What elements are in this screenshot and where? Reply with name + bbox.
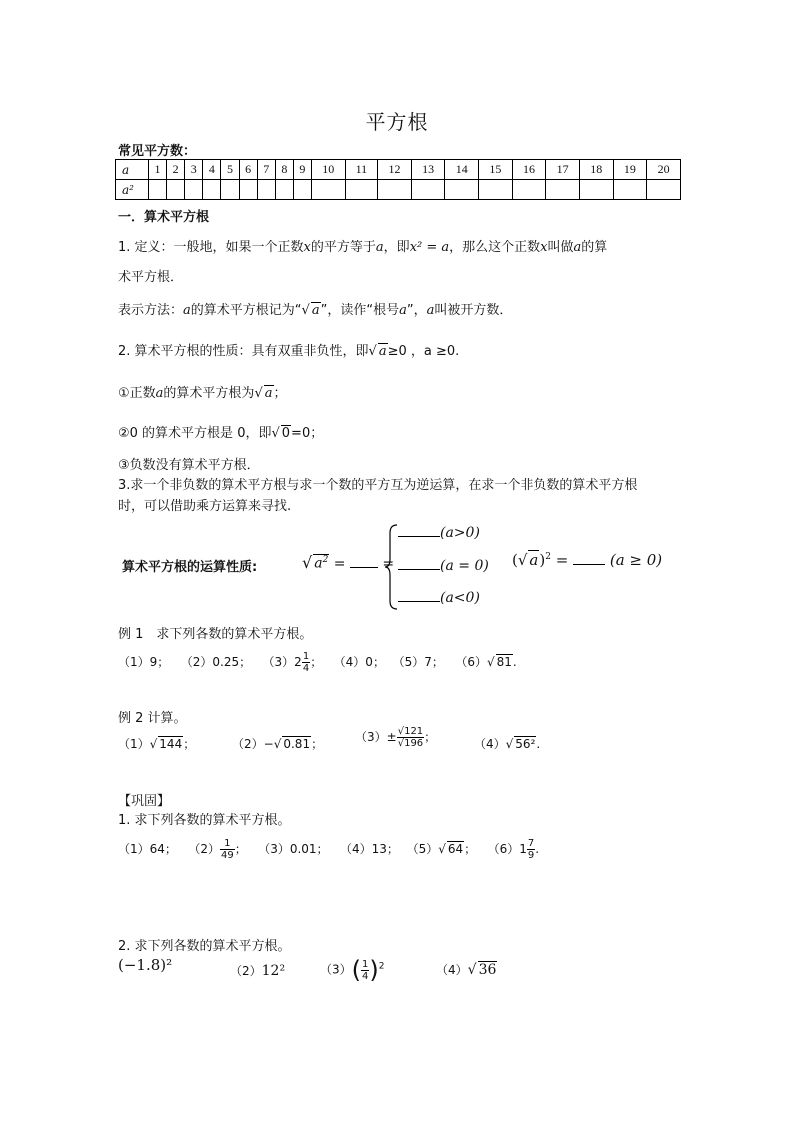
- formula-label: 算术平方根的运算性质:: [122, 560, 258, 575]
- table-cell: 18: [579, 160, 613, 180]
- table-cell: [613, 180, 647, 200]
- table-cell: 20: [647, 160, 681, 180]
- table-cell: 5: [221, 160, 239, 180]
- example2-item4: （4）√ 56².: [474, 737, 541, 751]
- table-cell: [203, 180, 221, 200]
- property-zero: ②0 的算术平方根是 0，即√ 0=0；: [118, 426, 324, 441]
- formula-case-zero: (a = 0): [398, 558, 489, 574]
- table-cell: [293, 180, 311, 200]
- table-cell: [221, 180, 239, 200]
- property-negative: ③负数没有算术平方根．: [118, 458, 260, 473]
- table-cell: [149, 180, 167, 200]
- consolidate-q2-item3: （3）( $\frac{1}{4}$ )$^2$: [320, 956, 385, 984]
- table-cell: [257, 180, 275, 200]
- table-cell: [345, 180, 378, 200]
- table-cell: 17: [546, 160, 580, 180]
- property-positive: ①正数a的算术平方根为√ a；: [118, 386, 287, 401]
- table-cell: 8: [275, 160, 293, 180]
- example2-item3: （3）± $\frac{√121}{√196}$ ；: [355, 726, 437, 749]
- table-cell: 3: [185, 160, 203, 180]
- common-squares-label: 常见平方数：: [118, 144, 197, 159]
- formula-lhs: √ $a^2$ = =: [302, 553, 395, 572]
- table-cell: 9: [293, 160, 311, 180]
- table-cell: 4: [203, 160, 221, 180]
- table-row-a2: [116, 180, 681, 200]
- notation-line: 表示方法：a的算术平方根记为“√ a”，读作“根号a”，a叫被开方数．: [118, 303, 513, 318]
- row-label-a: a: [116, 160, 149, 180]
- example1-heading: 例 1 求下列各数的算术平方根。: [118, 627, 313, 642]
- consolidate-q2-item1: (−1.8)²: [118, 956, 173, 974]
- table-cell: 1: [149, 160, 167, 180]
- consolidate-heading: 【巩固】: [118, 794, 171, 809]
- table-cell: [275, 180, 293, 200]
- table-cell: 7: [257, 160, 275, 180]
- inverse-operation-line2: 时，可以借助乘方运算来寻找.: [118, 499, 292, 514]
- table-cell: 13: [411, 160, 445, 180]
- table-cell: [647, 180, 681, 200]
- example2-item1: （1）√ 144；: [118, 737, 196, 751]
- definition-line2: 术平方根．: [118, 270, 184, 285]
- example2-heading: 例 2 计算。: [118, 711, 187, 726]
- table-cell: 15: [479, 160, 513, 180]
- consolidate-q2-item4: （4）√ 36: [436, 962, 497, 978]
- table-cell: [311, 180, 345, 200]
- property-line: 2. 算术平方根的性质：具有双重非负性，即√ a≥0 ，a ≥0.: [118, 344, 460, 359]
- table-cell: 11: [345, 160, 378, 180]
- consolidate-q2-item2: （2）12²: [230, 963, 286, 979]
- table-row-a: [116, 160, 681, 180]
- section-heading: 一．算术平方根: [118, 210, 210, 225]
- formula-case-negative: (a<0): [398, 590, 480, 606]
- table-cell: 12: [378, 160, 412, 180]
- table-cell: 19: [613, 160, 647, 180]
- consolidate-q2: 2. 求下列各数的算术平方根。: [118, 939, 291, 954]
- inverse-operation-line1: 3.求一个非负数的算术平方根与求一个数的平方互为逆运算，在求一个非负数的算术平方根: [118, 478, 638, 493]
- table-cell: 10: [311, 160, 345, 180]
- table-cell: [579, 180, 613, 200]
- table-cell: [512, 180, 546, 200]
- table-cell: [479, 180, 513, 200]
- table-cell: [185, 180, 203, 200]
- formula-rhs: (√ a)$^2$ = (a ≥ 0): [512, 551, 663, 569]
- table-cell: [411, 180, 445, 200]
- consolidate-q1-items: （1）64； （2） $\frac{1}{49}$ ； （3）0.01； （4）13； （5）√ 64； （6）1 $\frac{7}{9}$ .: [118, 838, 540, 861]
- page-title: 平方根: [365, 110, 429, 134]
- table-cell: [378, 180, 412, 200]
- common-squares-table: [115, 159, 681, 200]
- table-cell: 14: [445, 160, 479, 180]
- table-cell: [445, 180, 479, 200]
- example1-items: （1）9； （2）0.25； （3）2 $\frac{1}{4}$ ； （4）0； （5）7； （6）√ 81.: [118, 651, 517, 674]
- table-cell: [546, 180, 580, 200]
- definition-line1: 1. 定义：一般地，如果一个正数x的平方等于a，即x² = a，那么这个正数x叫做a的算: [118, 240, 608, 255]
- table-cell: 2: [167, 160, 185, 180]
- table-cell: 16: [512, 160, 546, 180]
- row-label-a2: a²: [116, 180, 149, 200]
- example2-item2: （2）−√ 0.81；: [232, 737, 324, 751]
- table-cell: [167, 180, 185, 200]
- table-cell: [239, 180, 257, 200]
- consolidate-q1: 1. 求下列各数的算术平方根。: [118, 813, 291, 828]
- formula-case-positive: (a>0): [398, 525, 480, 541]
- table-cell: 6: [239, 160, 257, 180]
